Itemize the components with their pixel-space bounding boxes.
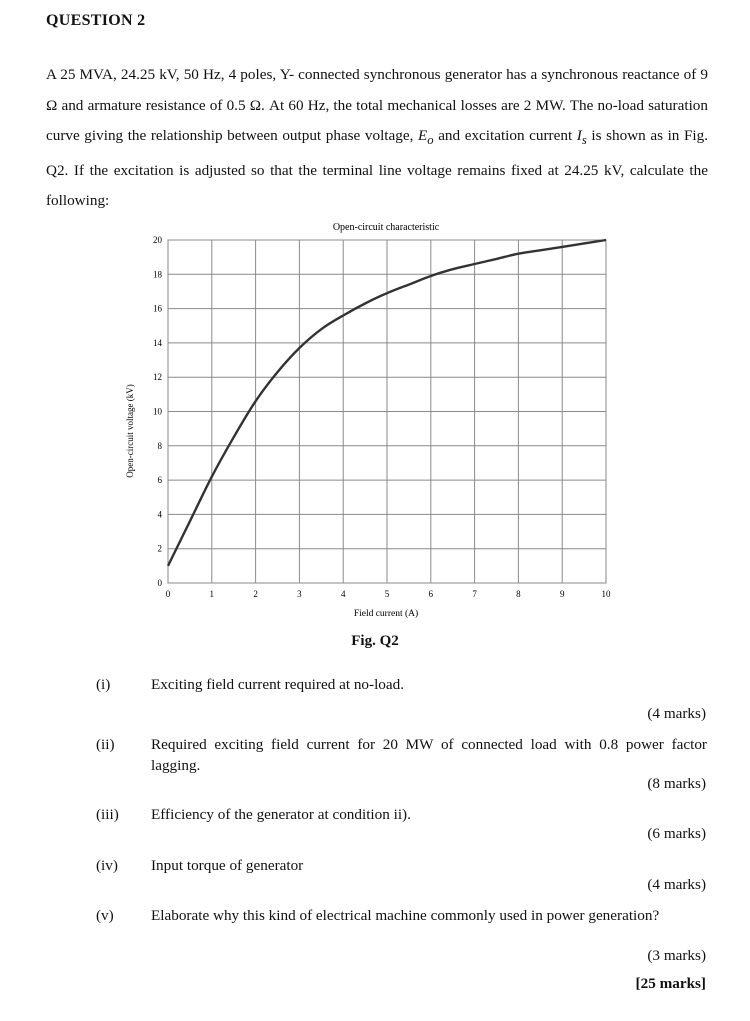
x-tick-label: 4 xyxy=(340,589,346,599)
intro-line-1: A 25 MVA, 24.25 kV, 50 Hz, 4 poles, Y- connected synchronous generator has a synchronous xyxy=(46,66,619,83)
x-tick-label: 0 xyxy=(165,589,171,599)
intro-line-3: MW. The no-load saturation curve giving the relationship between output phase voltage, xyxy=(46,96,708,144)
chart-svg xyxy=(118,218,628,628)
y-tick-label: 6 xyxy=(157,475,162,486)
x-tick-label: 2 xyxy=(253,589,258,599)
question-text: Exciting field current required at no-load. xyxy=(151,676,405,693)
question-number: (iv) xyxy=(96,857,118,874)
question-number: (v) xyxy=(96,907,114,924)
chart-y-label: Open-circuit voltage (kV) xyxy=(125,384,135,478)
y-tick-label: 10 xyxy=(153,406,162,417)
question-marks-4: (4 marks) xyxy=(647,876,706,893)
question-text: Required exciting field current for 20 MW of connected load with 0.8 power factor lagging. xyxy=(151,736,707,774)
y-tick-label: 18 xyxy=(153,269,162,280)
x-tick-label: 6 xyxy=(428,589,434,599)
question-text: Elaborate why this kind of electrical machine commonly used in power generation? xyxy=(151,907,660,924)
total-marks: [25 marks] xyxy=(635,975,706,992)
question-text: Efficiency of the generator at condition ii). xyxy=(151,806,411,823)
question-intro xyxy=(46,60,708,217)
chart-title: Open-circuit characteristic xyxy=(332,222,440,233)
y-tick-label: 0 xyxy=(157,578,162,588)
chart-x-label: Field current (A) xyxy=(353,609,419,619)
intro-line-5: line voltage remains fixed at 24.25 kV, calculate the following: xyxy=(46,161,708,210)
is-symbol: $I_s$ xyxy=(576,127,587,148)
y-tick-label: 14 xyxy=(153,337,162,348)
eo-symbol: $E_o$ xyxy=(417,127,434,148)
question-number: (iii) xyxy=(96,806,119,823)
intro-line-4a: and excitation current xyxy=(438,127,573,144)
question-text: Input torque of generator xyxy=(151,857,304,874)
x-tick-label: 10 xyxy=(601,589,611,599)
question-marks-3: (6 marks) xyxy=(647,825,706,842)
y-tick-label: 8 xyxy=(157,440,162,451)
intro-line-4b: is shown as in Fig. Q2. If the excitation is adjusted so that the terminal xyxy=(46,127,709,179)
x-tick-label: 8 xyxy=(516,589,521,599)
question-number: (i) xyxy=(96,676,111,693)
x-tick-label: 7 xyxy=(472,589,477,599)
intro-line-2: reactance of 9 Ω and armature resistance of 0.5 Ω. At 60 Hz, the total mechanical losses are 2 xyxy=(46,66,708,114)
question-marks-5: (3 marks) xyxy=(647,947,706,964)
x-tick-label: 5 xyxy=(384,589,390,599)
question-marks-1: (4 marks) xyxy=(647,705,706,722)
x-tick-label: 9 xyxy=(559,589,565,599)
x-tick-label: 3 xyxy=(297,589,302,599)
figure-caption: Fig. Q2 xyxy=(351,633,399,649)
question-marks-2: (8 marks) xyxy=(647,775,706,792)
y-tick-label: 16 xyxy=(153,303,162,314)
question-number: (ii) xyxy=(96,736,115,753)
y-tick-label: 4 xyxy=(157,509,162,520)
question-heading: QUESTION 2 xyxy=(46,12,146,29)
x-tick-label: 1 xyxy=(209,589,215,599)
open-circuit-chart xyxy=(118,218,628,628)
y-tick-label: 12 xyxy=(153,372,162,383)
y-tick-label: 20 xyxy=(153,235,162,245)
y-tick-label: 2 xyxy=(157,543,162,554)
